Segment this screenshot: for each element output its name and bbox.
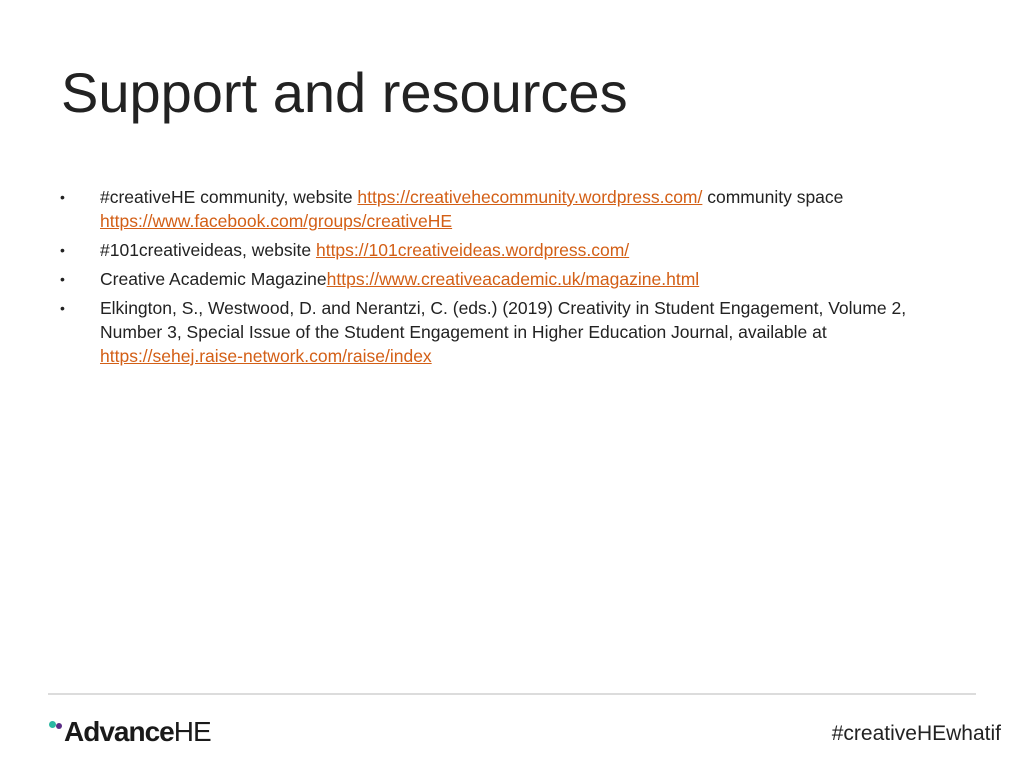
bullet-text: Elkington, S., Westwood, D. and Nerantzi, C. (eds.) (2019) Creativity in Student Engagement, Volume 2, Number 3, Special Issue of the Student Engagement in Higher Education Journal, available at <box>100 298 907 342</box>
bullet-marker: • <box>60 242 65 258</box>
101creativeideas-link[interactable]: https://101creativeideas.wordpress.com/ <box>315 240 630 260</box>
sehej-journal-link[interactable]: https://sehej.raise-network.com/raise/index <box>100 346 432 366</box>
creativehe-community-link[interactable]: https://creativehecommunity.wordpress.com/ <box>357 187 703 207</box>
bullet-text: Creative Academic Magazine <box>100 269 327 289</box>
purple-dot-icon <box>56 723 62 729</box>
list-item-creative-academic-magazine <box>60 267 960 291</box>
logo-text-advance: Advance <box>64 716 174 747</box>
bullet-text: #101creativeideas, website <box>100 240 316 260</box>
resource-list <box>60 185 960 373</box>
list-item-101creativeideas <box>60 238 960 262</box>
bullet-text: #creativeHE community, website <box>100 187 358 207</box>
creative-academic-magazine-link[interactable]: https://www.creativeacademic.uk/magazine.html <box>326 269 700 289</box>
advance-he-logo <box>48 712 211 752</box>
bullet-marker: • <box>60 189 65 205</box>
slide-title: Support and resources <box>61 61 628 124</box>
footer-hashtag: #creativeHEwhatif <box>831 722 1001 745</box>
logo-dots-icon <box>48 717 62 747</box>
bullet-marker: • <box>60 300 65 316</box>
bullet-text: community space <box>702 187 844 207</box>
bullet-marker: • <box>60 271 65 287</box>
teal-dot-icon <box>49 721 56 728</box>
footer-divider <box>48 693 976 695</box>
facebook-group-link[interactable]: https://www.facebook.com/groups/creativeHE <box>100 211 453 231</box>
list-item-elkington-reference <box>60 296 960 368</box>
list-item-creativehe-community <box>60 185 960 233</box>
logo-text-he: HE <box>173 716 211 747</box>
